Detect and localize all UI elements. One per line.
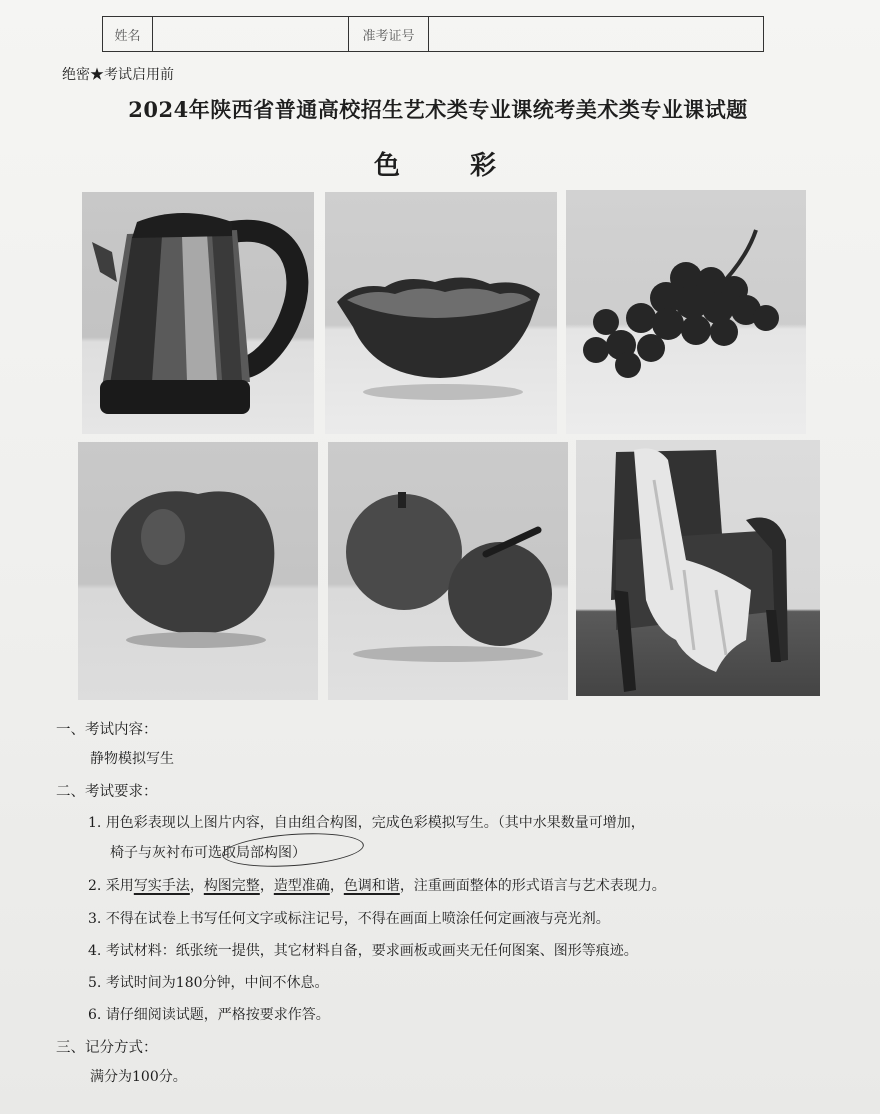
requirement-6 (88, 1004, 330, 1024)
secret-mark: 绝密★考试启用前 (62, 67, 174, 83)
underlined-composition: 构图完整 (203, 878, 260, 894)
handwritten-circle-mark (221, 829, 365, 871)
requirement-2-number: 2. (88, 878, 102, 894)
requirement-1-number: 1. (88, 815, 102, 831)
requirement-3-text: 不得在试卷上书写任何文字或标注记号，不得在画面上喷涂任何定画液与亮光剂。 (105, 911, 610, 927)
subject-title: 色彩 (373, 151, 566, 181)
requirement-1-text: 用色彩表现以上图片内容，自由组合构图，完成色彩模拟写生。（其中水果数量可增加， (105, 815, 645, 831)
requirement-5 (88, 972, 329, 992)
requirement-2-pre: 采用 (105, 878, 134, 894)
photo-apple (78, 442, 318, 700)
requirement-2 (88, 875, 666, 895)
name-label: 姓名 (103, 17, 153, 51)
requirement-4-text: 考试材料：纸张统一提供，其它材料自备，要求画板或画夹无任何图案、图形等痕迹。 (105, 943, 638, 959)
photo-bowl (325, 192, 557, 434)
exam-id-label: 准考证号 (349, 17, 429, 51)
requirement-5-text: 考试时间为180分钟，中间不休息。 (105, 975, 329, 991)
photo-oranges (328, 442, 568, 700)
section-2-heading: 二、考试要求： (56, 784, 158, 800)
requirement-2-sep-3: ， (329, 878, 344, 894)
underlined-realistic: 写实手法 (133, 878, 190, 894)
photo-chair-cloth (576, 440, 820, 696)
section-1-heading: 一、考试内容： (56, 722, 158, 738)
underlined-color-harmony: 色调和谐 (343, 878, 400, 894)
requirement-5-number: 5. (88, 975, 102, 991)
requirement-2-sep-2: ， (259, 878, 274, 894)
requirement-4 (88, 940, 638, 960)
requirement-2-post: ，注重画面整体的形式语言与艺术表现力。 (399, 878, 666, 894)
candidate-info-box (102, 16, 764, 52)
section-3-heading: 三、记分方式： (56, 1040, 158, 1056)
section-3-body: 满分为100分。 (90, 1069, 187, 1085)
name-field[interactable] (153, 17, 349, 51)
photo-kettle (82, 192, 314, 434)
requirement-6-number: 6. (88, 1007, 102, 1023)
requirement-2-sep-1: ， (189, 878, 204, 894)
exam-id-field[interactable] (429, 17, 763, 51)
section-1-body: 静物模拟写生 (90, 751, 174, 767)
requirement-1 (88, 812, 645, 832)
requirement-3 (88, 908, 610, 928)
requirement-1-continued: 椅子与灰衬布可选取局部构图） (110, 845, 306, 861)
requirement-3-number: 3. (88, 911, 102, 927)
underlined-form: 造型准确 (273, 878, 330, 894)
requirement-6-text: 请仔细阅读试题，严格按要求作答。 (105, 1007, 330, 1023)
photo-grapes (566, 190, 806, 434)
exam-title: 2024年陕西省普通高校招生艺术类专业课统考美术类专业课试题 (128, 97, 748, 122)
requirement-4-number: 4. (88, 943, 102, 959)
